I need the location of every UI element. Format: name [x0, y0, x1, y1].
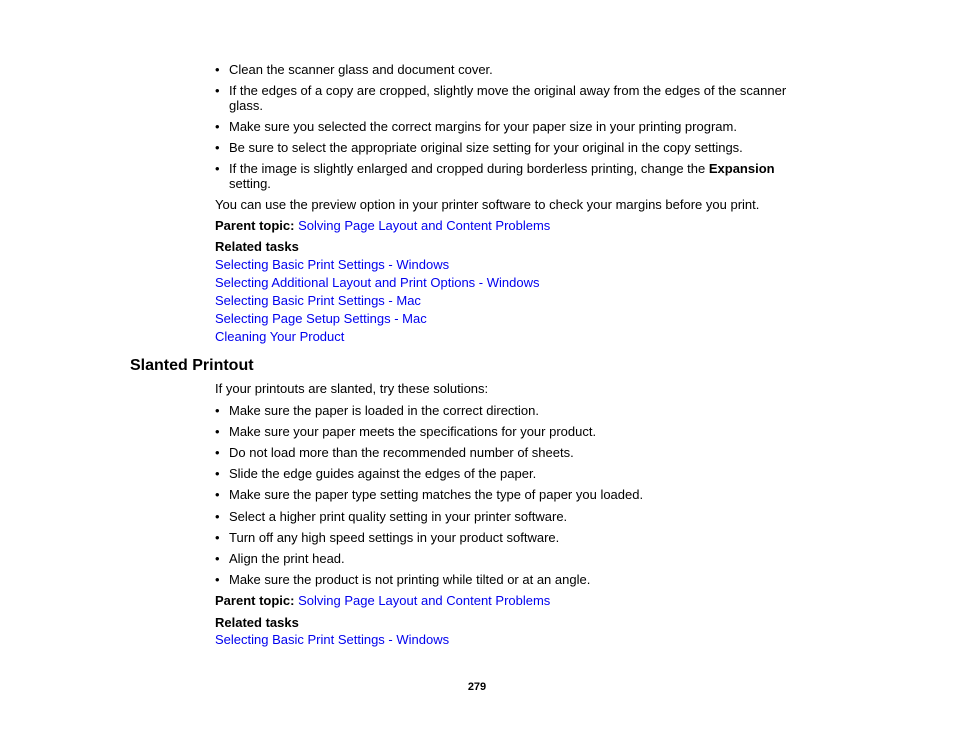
bullet-marker: •	[215, 161, 220, 176]
list-item	[215, 62, 795, 77]
related-tasks-label	[215, 615, 805, 630]
list-item	[215, 509, 795, 524]
related-tasks-label-text: Related tasks	[215, 615, 299, 630]
bullet-marker: •	[215, 140, 220, 155]
text-segment: setting.	[229, 176, 271, 191]
related-task-link[interactable]	[215, 275, 805, 290]
list-item-text: Turn off any high speed settings in your product software.	[229, 530, 560, 545]
related-task-link-text[interactable]: Selecting Basic Print Settings - Windows	[215, 632, 450, 647]
list-item-text: Align the print head.	[229, 551, 345, 566]
list-item	[215, 551, 795, 566]
list-item-text: Select a higher print quality setting in your printer software.	[229, 509, 568, 524]
list-item	[215, 466, 795, 481]
list-item-text: Be sure to select the appropriate original size setting for your original in the copy settings.	[229, 140, 743, 155]
list-item-text: Make sure you selected the correct margins for your paper size in your printing program.	[229, 119, 737, 134]
related-task-link[interactable]	[215, 257, 805, 272]
list-item-text: Make sure the product is not printing while tilted or at an angle.	[229, 572, 591, 587]
bullet-marker: •	[215, 572, 220, 587]
parent-topic-label: Parent topic:	[215, 593, 295, 608]
related-tasks-label-text: Related tasks	[215, 239, 299, 254]
related-task-link[interactable]	[215, 329, 805, 344]
related-task-link-text[interactable]: Selecting Basic Print Settings - Mac	[215, 293, 421, 308]
list-item-text: Make sure the paper is loaded in the correct direction.	[229, 403, 540, 418]
list-item	[215, 530, 795, 545]
list-item-text: Clean the scanner glass and document cover.	[229, 62, 493, 77]
section-intro: If your printouts are slanted, try these solutions:	[215, 381, 489, 396]
bullet-marker: •	[215, 530, 220, 545]
list-item	[215, 487, 795, 502]
list-item	[215, 83, 795, 113]
list-item	[215, 445, 795, 460]
parent-topic-label: Parent topic:	[215, 218, 295, 233]
related-task-link[interactable]	[215, 311, 805, 326]
related-task-link-text[interactable]: Selecting Basic Print Settings - Windows	[215, 257, 450, 272]
bullet-marker: •	[215, 509, 220, 524]
list-item-text: Slide the edge guides against the edges of the paper.	[229, 466, 537, 481]
bullet-marker: •	[215, 487, 220, 502]
related-task-link[interactable]	[215, 293, 805, 308]
parent-topic	[215, 218, 805, 233]
related-task-link-text[interactable]: Selecting Page Setup Settings - Mac	[215, 311, 427, 326]
related-tasks-label	[215, 239, 805, 254]
page-number: 279	[467, 681, 487, 693]
bullet-marker: •	[215, 119, 220, 134]
bullet-marker: •	[215, 403, 220, 418]
list-item-text: Make sure the paper type setting matches the type of paper you loaded.	[229, 487, 644, 502]
parent-topic-link[interactable]: Solving Page Layout and Content Problems	[298, 218, 551, 233]
section-heading: Slanted Printout	[130, 357, 254, 374]
list-item-text	[229, 161, 795, 191]
list-item-text: Do not load more than the recommended number of sheets.	[229, 445, 574, 460]
bullet-marker: •	[215, 62, 220, 77]
text-segment: If the image is slightly enlarged and cropped during borderless printing, change the	[229, 161, 709, 176]
margin-preview-note: You can use the preview option in your printer software to check your margins before you print.	[215, 197, 760, 212]
list-item	[215, 161, 795, 191]
list-item-text: If the edges of a copy are cropped, slightly move the original away from the edges of the scanner glass.	[229, 83, 787, 113]
related-task-link-text[interactable]: Selecting Additional Layout and Print Options - Windows	[215, 275, 540, 290]
list-item	[215, 424, 795, 439]
bullet-marker: •	[215, 445, 220, 460]
list-item	[215, 403, 795, 418]
expansion-setting-name: Expansion	[708, 161, 775, 176]
parent-topic	[215, 593, 805, 608]
bullet-marker: •	[215, 83, 220, 98]
list-item-text: Make sure your paper meets the specifications for your product.	[229, 424, 597, 439]
bullet-marker: •	[215, 466, 220, 481]
parent-topic-link[interactable]: Solving Page Layout and Content Problems	[298, 593, 551, 608]
related-task-link[interactable]	[215, 632, 805, 647]
bullet-marker: •	[215, 424, 220, 439]
list-item	[215, 572, 795, 587]
list-item	[215, 119, 795, 134]
list-item	[215, 140, 795, 155]
related-task-link-text[interactable]: Cleaning Your Product	[215, 329, 345, 344]
bullet-marker: •	[215, 551, 220, 566]
